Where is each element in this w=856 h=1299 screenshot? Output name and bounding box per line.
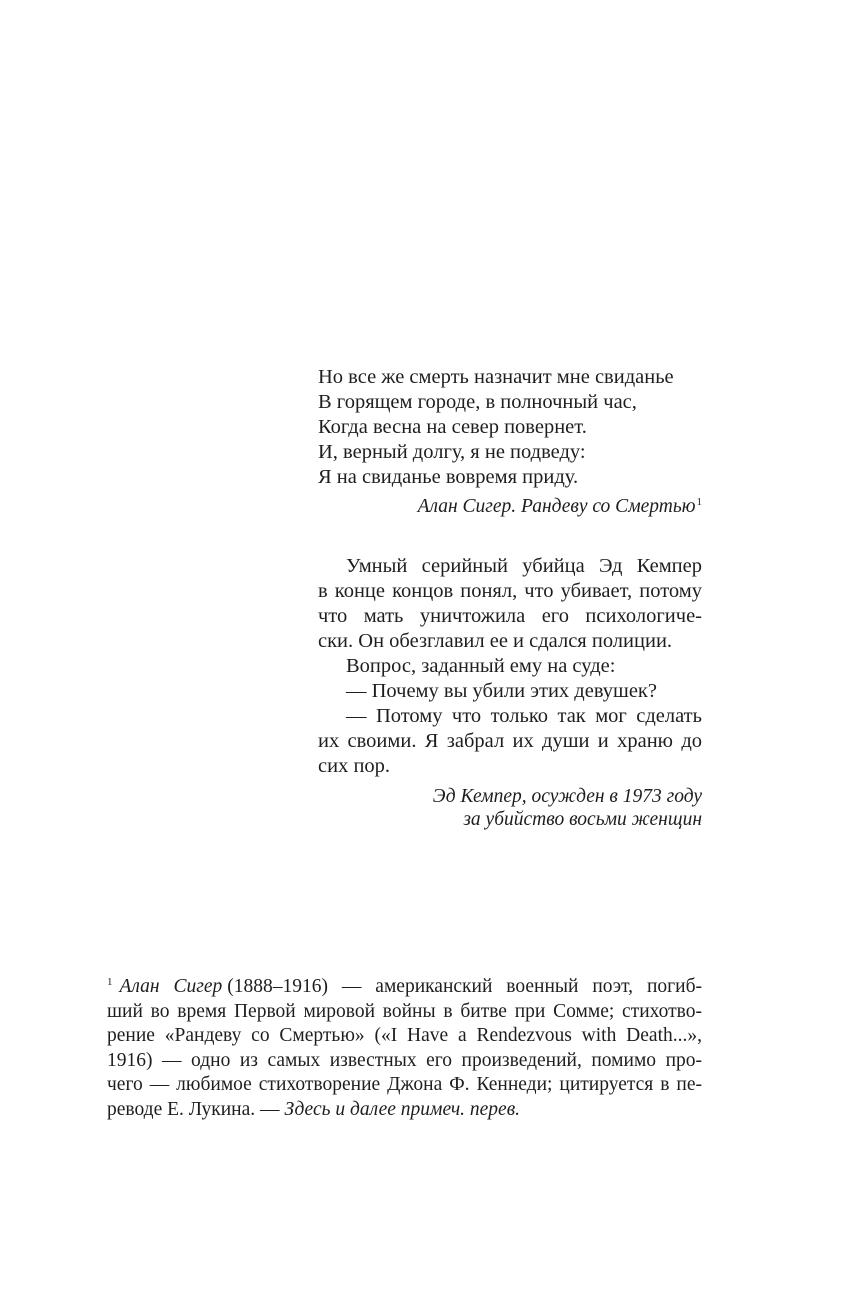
footnote xyxy=(107,975,702,1123)
prose-attribution-line: Эд Кемпер, осужден в 1973 году xyxy=(432,786,702,807)
footnote-mark: 1 xyxy=(107,976,113,988)
footnote-line xyxy=(107,975,702,1000)
dialogue-line: — Потому что только так мог сделать xyxy=(346,705,702,727)
prose-line: Вопрос, заданный ему на суде: xyxy=(346,655,616,677)
footnote-text: (1888–1916) — американский военный поэт, погиб- xyxy=(227,976,702,997)
footnote-line: чего — любимое стихотворение Джона Ф. Кеннеди; цитируется в пе- xyxy=(107,1074,702,1096)
footnote-line: ший во время Первой мировой войны в битве при Сомме; стихотво- xyxy=(107,1000,702,1022)
footnote-reference-mark: 1 xyxy=(696,496,702,508)
translator-note: Здесь и далее примеч. перев. xyxy=(284,1098,521,1120)
prose-line: в конце концов понял, что убивает, потому xyxy=(318,580,702,602)
prose-line: сих пор. xyxy=(318,755,391,777)
dialogue-line: — Почему вы убили этих девушек? xyxy=(346,680,657,702)
poem-line: Я на свиданье вовремя приду. xyxy=(318,466,579,488)
footnote-author: Алан Сигер xyxy=(119,976,223,997)
prose-line: их своими. Я забрал их души и храню до xyxy=(318,730,702,752)
poem-line: Но все же смерть назначит мне свиданье xyxy=(318,366,674,388)
poem-attribution-text: Алан Сигер. Рандеву со Смертью xyxy=(417,496,696,517)
prose-line: Умный серийный убийца Эд Кемпер xyxy=(346,555,702,577)
footnote-line: 1916) — одно из самых известных его произведений, помимо про- xyxy=(107,1049,702,1071)
footnote-text: реводе Е. Лукина. — xyxy=(107,1098,280,1120)
footnote-line: рение «Рандеву со Смертью» («I Have a Rendezvous with Death...», xyxy=(107,1025,702,1047)
footnote-line xyxy=(107,1098,702,1123)
poem-line: Когда весна на север повернет. xyxy=(318,416,587,438)
prose-attribution xyxy=(433,785,702,831)
prose-attribution-line: за убийство восьми женщин xyxy=(463,809,702,830)
prose-line: ски. Он обезглавил ее и сдался полиции. xyxy=(318,630,673,652)
prose-line: что мать уничтожила его психологиче- xyxy=(318,605,702,627)
poem-line: И, верный долгу, я не подведу: xyxy=(318,441,586,463)
epigraph-poem xyxy=(318,365,708,490)
poem-line: В горящем городе, в полночный час, xyxy=(318,391,637,413)
poem-attribution xyxy=(418,494,702,519)
epigraph-prose xyxy=(318,554,702,779)
